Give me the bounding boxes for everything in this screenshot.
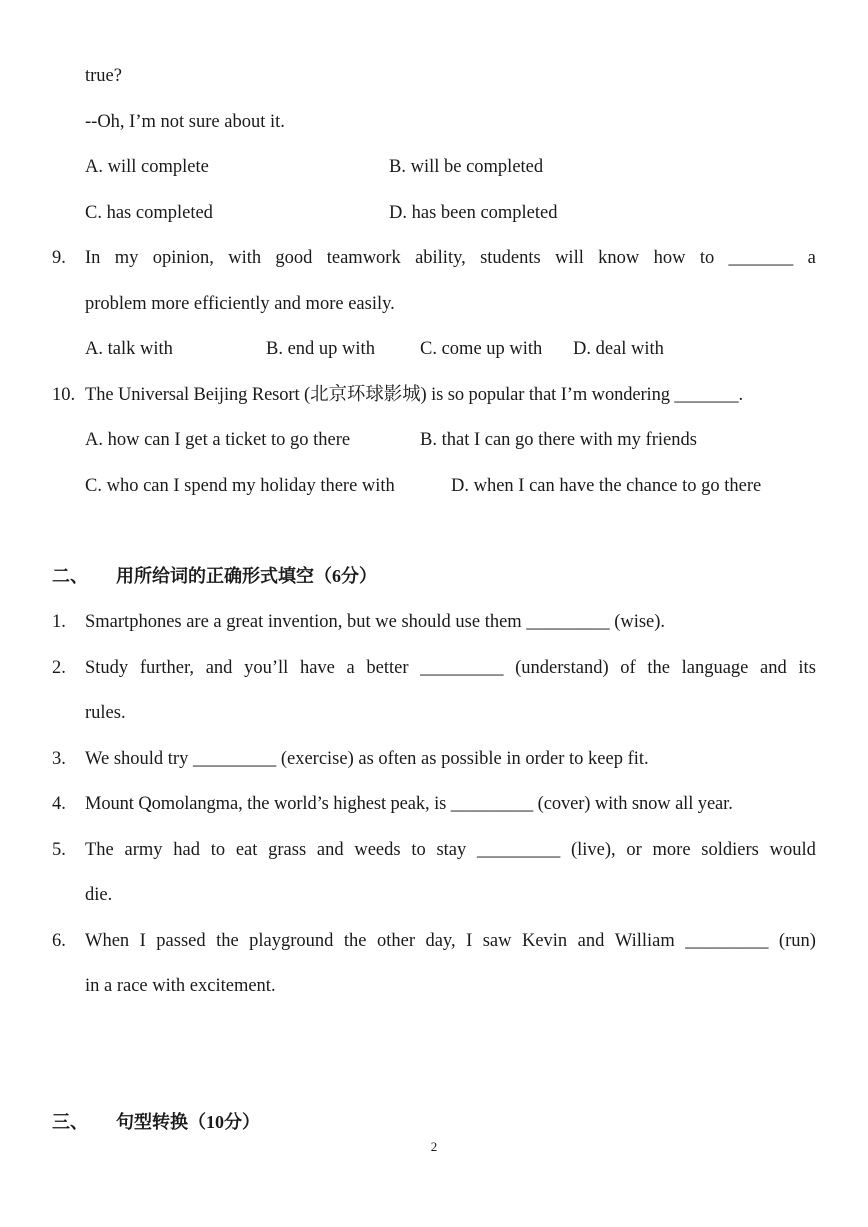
word: the bbox=[343, 931, 367, 951]
word: my bbox=[114, 248, 139, 268]
q8-option-a: A. will complete bbox=[85, 157, 209, 177]
word: will bbox=[555, 248, 584, 268]
word: The bbox=[85, 840, 114, 860]
q10-option-b: B. that I can go there with my friends bbox=[420, 430, 697, 450]
word: playground bbox=[249, 931, 334, 951]
word: (understand) bbox=[515, 658, 609, 678]
answer-blank: _________ bbox=[476, 840, 561, 860]
word: and bbox=[316, 840, 344, 860]
section2-heading bbox=[52, 565, 377, 587]
q9-option-d: D. deal with bbox=[573, 339, 664, 359]
q10-line1: The Universal Beijing Resort (北京环球影城) is so popular that I’m wondering _______. bbox=[85, 385, 744, 405]
word: with bbox=[228, 248, 262, 268]
section2-title: 用所给词的正确形式填空（6分） bbox=[116, 566, 377, 586]
s2-item2-line1 bbox=[85, 657, 816, 679]
word: Study bbox=[85, 658, 129, 678]
word: its bbox=[798, 658, 816, 678]
word: know bbox=[598, 248, 640, 268]
word: (live), bbox=[570, 840, 616, 860]
word: how bbox=[653, 248, 686, 268]
word: I bbox=[466, 931, 473, 951]
word: and bbox=[577, 931, 605, 951]
section3-title: 句型转换（10分） bbox=[116, 1112, 260, 1132]
q9-number: 9. bbox=[52, 248, 66, 268]
q8-option-b: B. will be completed bbox=[389, 157, 544, 177]
word: passed bbox=[156, 931, 206, 951]
word: more bbox=[652, 840, 691, 860]
word: language bbox=[681, 658, 749, 678]
q8-option-c: C. has completed bbox=[85, 203, 213, 223]
s2-item5-line2: die. bbox=[85, 885, 113, 905]
q8-reply: --Oh, I’m not sure about it. bbox=[85, 112, 285, 132]
s2-item1-text: Smartphones are a great invention, but we should use them _________ (wise). bbox=[85, 612, 666, 632]
q10-number: 10. bbox=[52, 385, 76, 405]
word: teamwork bbox=[326, 248, 401, 268]
word: good bbox=[275, 248, 313, 268]
word: or bbox=[626, 840, 642, 860]
word: you’ll bbox=[244, 658, 289, 678]
s2-item6-number: 6. bbox=[52, 931, 66, 951]
word: to bbox=[699, 248, 715, 268]
word: further, bbox=[139, 658, 195, 678]
word: and bbox=[205, 658, 233, 678]
s2-item6-line1 bbox=[85, 930, 816, 952]
word: students bbox=[480, 248, 541, 268]
word: In bbox=[85, 248, 101, 268]
q9-option-b: B. end up with bbox=[266, 339, 375, 359]
s2-item6-line2: in a race with excitement. bbox=[85, 976, 276, 996]
word: to bbox=[411, 840, 426, 860]
answer-blank: _______ bbox=[728, 248, 794, 268]
word: a bbox=[346, 658, 355, 678]
word: and bbox=[760, 658, 787, 678]
s2-item4-number: 4. bbox=[52, 794, 66, 814]
word: I bbox=[139, 931, 146, 951]
s2-item2-line2: rules. bbox=[85, 703, 126, 723]
word: of bbox=[620, 658, 636, 678]
q9-option-a: A. talk with bbox=[85, 339, 173, 359]
word: William bbox=[614, 931, 675, 951]
s2-item2-number: 2. bbox=[52, 658, 66, 678]
q8-option-d: D. has been completed bbox=[389, 203, 558, 223]
word: (run) bbox=[778, 931, 816, 951]
page-number: 2 bbox=[430, 1139, 438, 1154]
section3-number: 三、 bbox=[52, 1112, 88, 1132]
word: soldiers bbox=[701, 840, 759, 860]
q10-option-c: C. who can I spend my holiday there with bbox=[85, 476, 395, 496]
q9-option-c: C. come up with bbox=[420, 339, 543, 359]
word: When bbox=[85, 931, 130, 951]
word: ability, bbox=[415, 248, 466, 268]
answer-blank: _________ bbox=[685, 931, 769, 951]
word: eat bbox=[235, 840, 258, 860]
section2-number: 二、 bbox=[52, 566, 88, 586]
word: army bbox=[124, 840, 163, 860]
word: grass bbox=[268, 840, 307, 860]
word: had bbox=[173, 840, 200, 860]
s2-item5-number: 5. bbox=[52, 840, 66, 860]
s2-item3-number: 3. bbox=[52, 749, 66, 769]
q9-line1 bbox=[85, 247, 816, 269]
q10-option-a: A. how can I get a ticket to go there bbox=[85, 430, 351, 450]
word: other bbox=[376, 931, 415, 951]
word: a bbox=[807, 248, 816, 268]
word: stay bbox=[436, 840, 467, 860]
word: the bbox=[216, 931, 239, 951]
q10-option-d: D. when I can have the chance to go there bbox=[451, 476, 762, 496]
s2-item5-line1 bbox=[85, 839, 816, 861]
s2-item4-text: Mount Qomolangma, the world’s highest peak, is _________ (cover) with snow all year. bbox=[85, 794, 733, 814]
q8-stem-end: true? bbox=[85, 66, 122, 86]
word: Kevin bbox=[521, 931, 568, 951]
word: better bbox=[366, 658, 409, 678]
word: weeds bbox=[354, 840, 401, 860]
word: the bbox=[647, 658, 670, 678]
word: opinion, bbox=[152, 248, 214, 268]
answer-blank: _________ bbox=[420, 658, 504, 678]
s2-item3-text: We should try _________ (exercise) as often as possible in order to keep fit. bbox=[85, 749, 649, 769]
word: saw bbox=[482, 931, 512, 951]
section3-heading bbox=[52, 1111, 260, 1133]
word: day, bbox=[425, 931, 456, 951]
word: would bbox=[769, 840, 816, 860]
q9-line2: problem more efficiently and more easily. bbox=[85, 294, 395, 314]
s2-item1-number: 1. bbox=[52, 612, 66, 632]
word: to bbox=[210, 840, 226, 860]
word: have bbox=[299, 658, 335, 678]
